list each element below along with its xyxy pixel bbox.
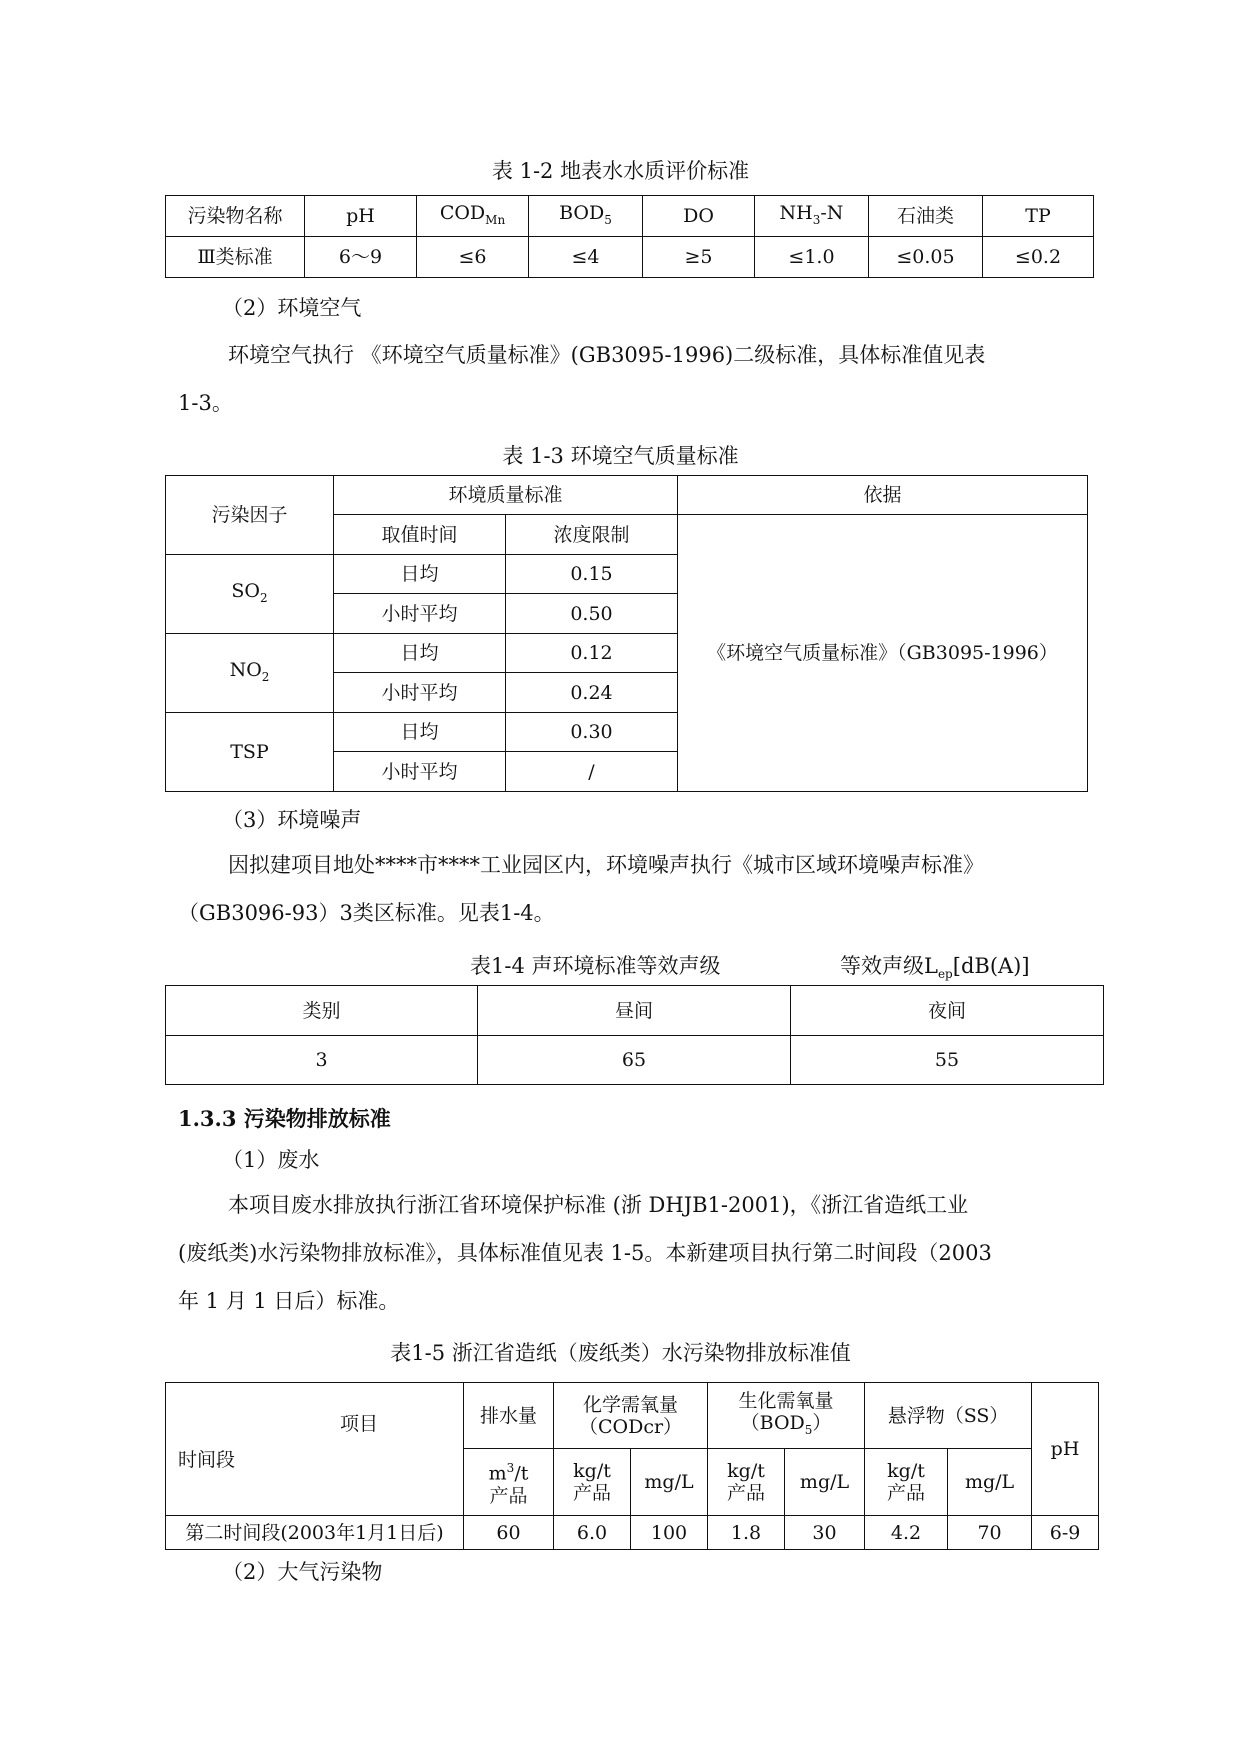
table-row [166,1516,1099,1550]
col-quality: 环境质量标准 [334,476,678,515]
table-cell: 60 [464,1516,554,1550]
bod-header: 生化需氧量 $(BOD_5)$ [708,1383,865,1449]
header-cell: pH [305,196,417,237]
table-row [166,1036,1104,1085]
table-cell: Ⅲ类标准 [166,237,305,278]
unit-cell: kg/t 产品 [554,1449,631,1516]
header-cell: $COD_{Mn}$ [417,196,529,237]
table-cell: 70 [948,1516,1032,1550]
air-paragraph: 环境空气执行 《环境空气质量标准》(GB3095-1996)二级标准，具体标准值见表 1-3。 [178,343,986,415]
table-cell: ≤0.2 [983,237,1094,278]
basis-cell: 《环境空气质量标准》（GB3095-1996） [678,515,1088,792]
header-cell: $NH_3-N$ [755,196,869,237]
table-row [166,237,1094,278]
unit-cell: mg/L [631,1449,708,1516]
table-1-2-header-row [166,196,1094,237]
table-cell: 6-9 [1032,1516,1099,1550]
time-cell: 小时平均 [334,673,506,713]
table-1-4 [165,985,1104,1085]
value-cell: 0.15 [506,555,678,594]
header-cell: 石油类 [869,196,983,237]
tsp-label: TSP [166,713,334,792]
time-cell: 日均 [334,555,506,594]
header-cell: 类别 [166,986,478,1036]
header-cell: DO [643,196,755,237]
cod-header: 化学需氧量 （CODcr） [554,1383,708,1449]
table-cell: ≤6 [417,237,529,278]
table-cell: ≤1.0 [755,237,869,278]
header-cell: 污染物名称 [166,196,305,237]
time-cell: 日均 [334,634,506,673]
table-1-2-caption: 表 1-2 地表水水质评价标准 [491,159,750,183]
ss-header: 悬浮物（SS） [865,1383,1032,1449]
period-label: 时间段 [178,1449,236,1471]
section-heading-1-3-3: 1.3.3 污染物排放标准 [178,1106,391,1131]
time-cell: 日均 [334,713,506,752]
table-1-4-caption: 表1-4 声环境标准等效声级 [470,954,721,978]
unit-cell: mg/L [948,1449,1032,1516]
table-cell: 1.8 [708,1516,785,1550]
table-1-4-unit: 等效声级$L_{ep}[dB(A)]$ [840,954,1030,982]
value-cell: 0.12 [506,634,678,673]
unit-cell: kg/t 产品 [708,1449,785,1516]
row-label: 第二时间段(2003年1月1日后) [166,1516,464,1550]
item-label: 项目 [339,1413,378,1435]
table-cell: 6～9 [305,237,417,278]
no2-label: $NO_2$ [166,634,334,713]
table-cell: 30 [785,1516,865,1550]
table-cell: 3 [166,1036,478,1085]
time-cell: 小时平均 [334,594,506,634]
table-cell: ≤4 [529,237,643,278]
header-cell: $BOD_5$ [529,196,643,237]
value-cell: 0.30 [506,713,678,752]
table-cell: 65 [478,1036,791,1085]
value-cell: 0.50 [506,594,678,634]
section-air-pollutant-title: （2）大气污染物 [222,1560,383,1584]
table-1-3-caption: 表 1-3 环境空气质量标准 [502,444,739,468]
table-cell: 100 [631,1516,708,1550]
unit-cell: kg/t 产品 [865,1449,948,1516]
item-period-cell [166,1383,464,1516]
table-cell: 4.2 [865,1516,948,1550]
col-limit: 浓度限制 [506,515,678,555]
header-cell: TP [983,196,1094,237]
unit-cell: $m^3/t$ 产品 [464,1449,554,1516]
so2-label: $SO_2$ [166,555,334,634]
unit-cell: mg/L [785,1449,865,1516]
value-cell: 0.24 [506,673,678,713]
time-cell: 小时平均 [334,752,506,792]
table-cell: ≥5 [643,237,755,278]
table-1-3 [165,475,1088,792]
table-cell: 6.0 [554,1516,631,1550]
section-air-title: （2）环境空气 [222,296,362,320]
table-cell: ≤0.05 [869,237,983,278]
wastewater-paragraph: 本项目废水排放执行浙江省环境保护标准 (浙 DHJB1-2001)，《浙江省造纸工业 (废纸类)水污染物排放标准》，具体标准值见表 1-5。本新建项目执行第二时间段（2003 年 1 月 1 日后）标准。 [178,1193,992,1313]
table-1-5-caption: 表1-5 浙江省造纸（废纸类）水污染物排放标准值 [390,1341,851,1365]
noise-paragraph: 因拟建项目地处****市****工业园区内，环境噪声执行《城市区域环境噪声标准》 （GB3096-93）3类区标准。见表1-4。 [178,853,984,925]
section-wastewater-title: （1）废水 [222,1148,320,1172]
table-cell: 55 [791,1036,1104,1085]
header-cell: 夜间 [791,986,1104,1036]
col-time: 取值时间 [334,515,506,555]
discharge-header: 排水量 [464,1383,554,1449]
col-basis: 依据 [678,476,1088,515]
table-1-2 [165,195,1094,278]
section-noise-title: （3）环境噪声 [222,808,362,832]
header-cell: 昼间 [478,986,791,1036]
table-1-5 [165,1382,1099,1550]
col-factor: 污染因子 [166,476,334,555]
ph-header: pH [1032,1383,1099,1516]
value-cell: / [506,752,678,792]
